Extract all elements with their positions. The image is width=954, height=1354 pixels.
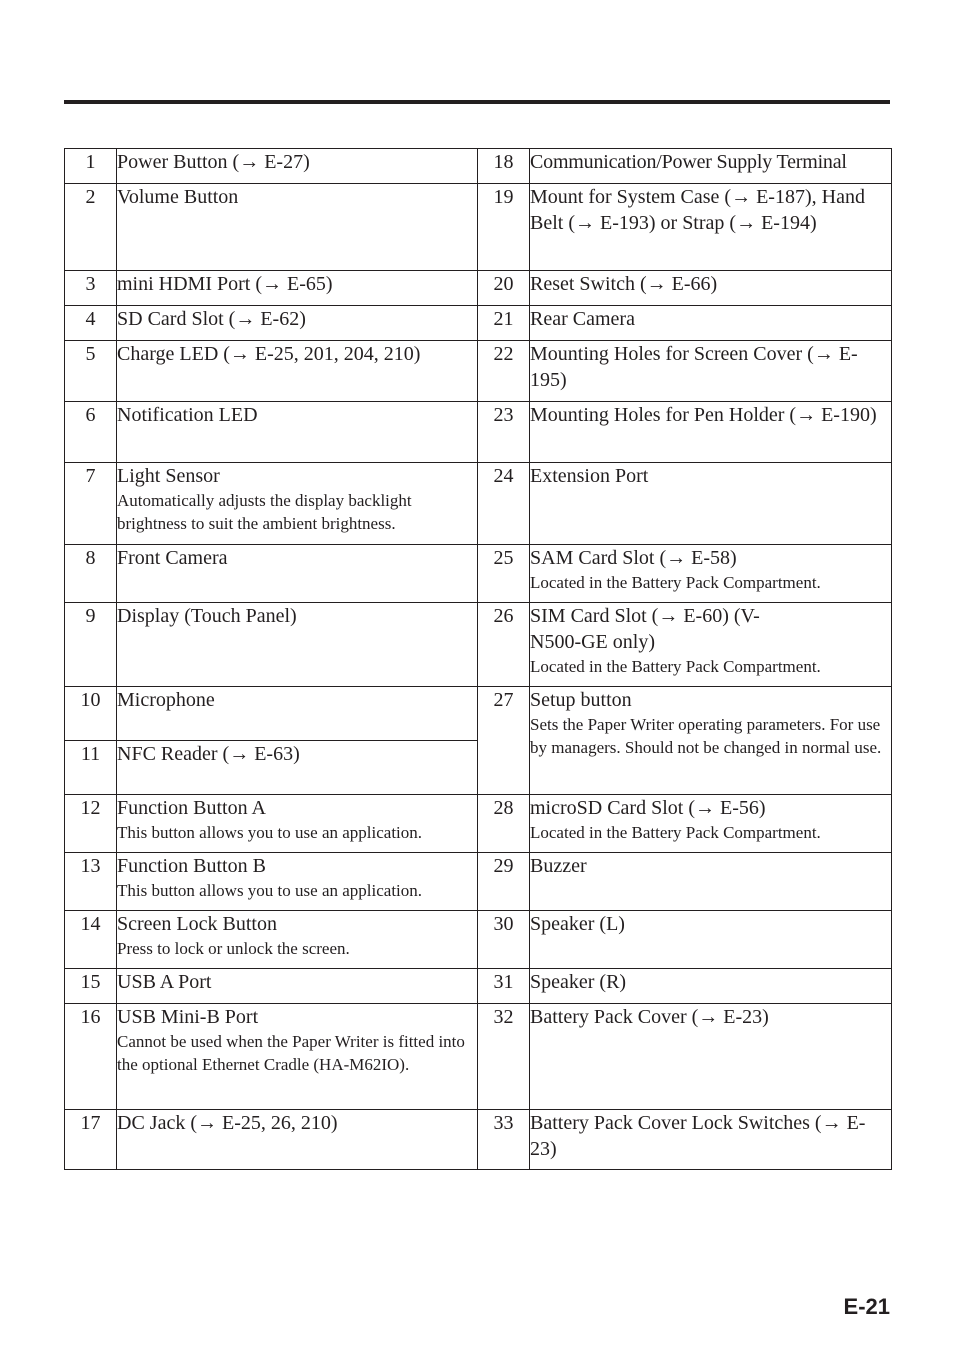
item-note: Sets the Paper Writer operating parameters. For use by managers. Should not be changed in normal use. bbox=[530, 715, 882, 757]
item-note: Cannot be used when the Paper Writer is fitted into the optional Ethernet Cradle (HA-M62IO). bbox=[117, 1032, 465, 1074]
item-number: 32 bbox=[478, 1004, 530, 1110]
item-number: 10 bbox=[65, 687, 117, 741]
item-title: Microphone bbox=[117, 689, 215, 711]
item-title: Function Button A bbox=[117, 797, 266, 819]
item-title: Light Sensor bbox=[117, 465, 220, 487]
header-rule bbox=[64, 100, 890, 104]
item-number: 1 bbox=[65, 149, 117, 184]
item-number: 17 bbox=[65, 1110, 117, 1170]
item-title: Reset Switch (→ E-66) bbox=[530, 273, 718, 295]
item-number: 3 bbox=[65, 271, 117, 306]
item-title: DC Jack (→ E-25, 26, 210) bbox=[117, 1112, 338, 1134]
item-title: SD Card Slot (→ E-62) bbox=[117, 308, 306, 330]
item-title: Battery Pack Cover (→ E-23) bbox=[530, 1006, 769, 1028]
item-title: microSD Card Slot (→ E-56) bbox=[530, 797, 766, 819]
item-description bbox=[530, 341, 892, 402]
item-number: 13 bbox=[65, 853, 117, 911]
item-number: 18 bbox=[478, 149, 530, 184]
item-title: Battery Pack Cover Lock Switches (→ E-23) bbox=[530, 1112, 866, 1160]
item-description bbox=[117, 402, 478, 463]
item-number: 7 bbox=[65, 463, 117, 545]
item-note: Located in the Battery Pack Compartment. bbox=[530, 573, 821, 592]
table-row bbox=[65, 545, 892, 603]
item-title: Setup button bbox=[530, 689, 632, 711]
parts-table bbox=[64, 148, 892, 1170]
item-number: 16 bbox=[65, 1004, 117, 1110]
item-number: 28 bbox=[478, 795, 530, 853]
item-description bbox=[117, 341, 478, 402]
item-description bbox=[117, 795, 478, 853]
item-number: 23 bbox=[478, 402, 530, 463]
item-title: Speaker (R) bbox=[530, 971, 627, 993]
table-row bbox=[65, 603, 892, 687]
item-description bbox=[117, 306, 478, 341]
item-title: Mounting Holes for Pen Holder (→ E-190) bbox=[530, 404, 877, 426]
item-description bbox=[117, 853, 478, 911]
item-number: 22 bbox=[478, 341, 530, 402]
item-title: USB A Port bbox=[117, 971, 212, 993]
item-note: Press to lock or unlock the screen. bbox=[117, 939, 350, 958]
item-description bbox=[117, 271, 478, 306]
item-description bbox=[530, 463, 892, 545]
item-number: 24 bbox=[478, 463, 530, 545]
page-number: E-21 bbox=[843, 1294, 890, 1319]
item-number: 6 bbox=[65, 402, 117, 463]
item-title: Speaker (L) bbox=[530, 913, 625, 935]
item-number: 4 bbox=[65, 306, 117, 341]
item-description bbox=[117, 1110, 478, 1170]
item-number: 31 bbox=[478, 969, 530, 1004]
item-description bbox=[530, 545, 892, 603]
item-number: 9 bbox=[65, 603, 117, 687]
item-number: 19 bbox=[478, 184, 530, 271]
item-title: mini HDMI Port (→ E-65) bbox=[117, 273, 333, 295]
item-number: 25 bbox=[478, 545, 530, 603]
item-description bbox=[530, 687, 892, 795]
item-description bbox=[530, 271, 892, 306]
item-description bbox=[530, 1004, 892, 1110]
item-title: Buzzer bbox=[530, 855, 587, 877]
item-title: Extension Port bbox=[530, 465, 649, 487]
item-title: Volume Button bbox=[117, 186, 239, 208]
item-description bbox=[117, 741, 478, 795]
table-row bbox=[65, 795, 892, 853]
table-row bbox=[65, 463, 892, 545]
item-number: 5 bbox=[65, 341, 117, 402]
item-title: Display (Touch Panel) bbox=[117, 605, 297, 627]
item-title: Rear Camera bbox=[530, 308, 635, 330]
item-number: 29 bbox=[478, 853, 530, 911]
item-note: Located in the Battery Pack Compartment. bbox=[530, 823, 821, 842]
item-description bbox=[117, 687, 478, 741]
item-title: SIM Card Slot (→ E-60) (V-N500-GE only) bbox=[530, 605, 760, 653]
item-description bbox=[530, 603, 892, 687]
item-title: Screen Lock Button bbox=[117, 913, 277, 935]
item-title: Function Button B bbox=[117, 855, 266, 877]
item-description bbox=[530, 969, 892, 1004]
item-number: 8 bbox=[65, 545, 117, 603]
item-title: USB Mini-B Port bbox=[117, 1006, 259, 1028]
item-description bbox=[117, 911, 478, 969]
item-title: Communication/Power Supply Terminal bbox=[530, 151, 847, 173]
item-number: 15 bbox=[65, 969, 117, 1004]
item-title: NFC Reader (→ E-63) bbox=[117, 743, 300, 765]
item-title: Mounting Holes for Screen Cover (→ E-195) bbox=[530, 343, 858, 391]
table-row bbox=[65, 149, 892, 184]
item-number: 12 bbox=[65, 795, 117, 853]
table-row bbox=[65, 184, 892, 271]
item-title: SAM Card Slot (→ E-58) bbox=[530, 547, 737, 569]
item-description bbox=[117, 149, 478, 184]
item-description bbox=[117, 1004, 478, 1110]
item-number: 20 bbox=[478, 271, 530, 306]
item-title: Power Button (→ E-27) bbox=[117, 151, 310, 173]
item-note: Located in the Battery Pack Compartment. bbox=[530, 657, 821, 676]
item-note: This button allows you to use an application. bbox=[117, 881, 423, 900]
item-title: Front Camera bbox=[117, 547, 228, 569]
item-description bbox=[117, 603, 478, 687]
item-description bbox=[530, 306, 892, 341]
table-row bbox=[65, 969, 892, 1004]
item-title: Notification LED bbox=[117, 404, 258, 426]
item-description bbox=[117, 463, 478, 545]
table-row bbox=[65, 1004, 892, 1110]
item-description bbox=[117, 184, 478, 271]
table-row bbox=[65, 911, 892, 969]
item-description bbox=[530, 1110, 892, 1170]
item-number: 30 bbox=[478, 911, 530, 969]
table-row bbox=[65, 402, 892, 463]
item-description bbox=[530, 795, 892, 853]
item-description bbox=[530, 853, 892, 911]
table-row bbox=[65, 687, 892, 741]
item-number: 26 bbox=[478, 603, 530, 687]
item-number: 21 bbox=[478, 306, 530, 341]
item-description bbox=[530, 402, 892, 463]
table-row bbox=[65, 271, 892, 306]
item-note: This button allows you to use an application. bbox=[117, 823, 423, 842]
item-number: 2 bbox=[65, 184, 117, 271]
table-row bbox=[65, 1110, 892, 1170]
item-description bbox=[530, 149, 892, 184]
item-number: 11 bbox=[65, 741, 117, 795]
item-description bbox=[117, 545, 478, 603]
item-number: 14 bbox=[65, 911, 117, 969]
item-note: Automatically adjusts the display backlight brightness to suit the ambient brightness. bbox=[117, 491, 412, 533]
item-description bbox=[117, 969, 478, 1004]
item-title: Charge LED (→ E-25, 201, 204, 210) bbox=[117, 343, 421, 365]
item-number: 27 bbox=[478, 687, 530, 795]
item-number: 33 bbox=[478, 1110, 530, 1170]
item-title: Mount for System Case (→ E-187), Hand Belt (→ E-193) or Strap (→ E-194) bbox=[530, 186, 865, 234]
table-row bbox=[65, 853, 892, 911]
table-row bbox=[65, 306, 892, 341]
item-description bbox=[530, 911, 892, 969]
item-description bbox=[530, 184, 892, 271]
table-row bbox=[65, 341, 892, 402]
